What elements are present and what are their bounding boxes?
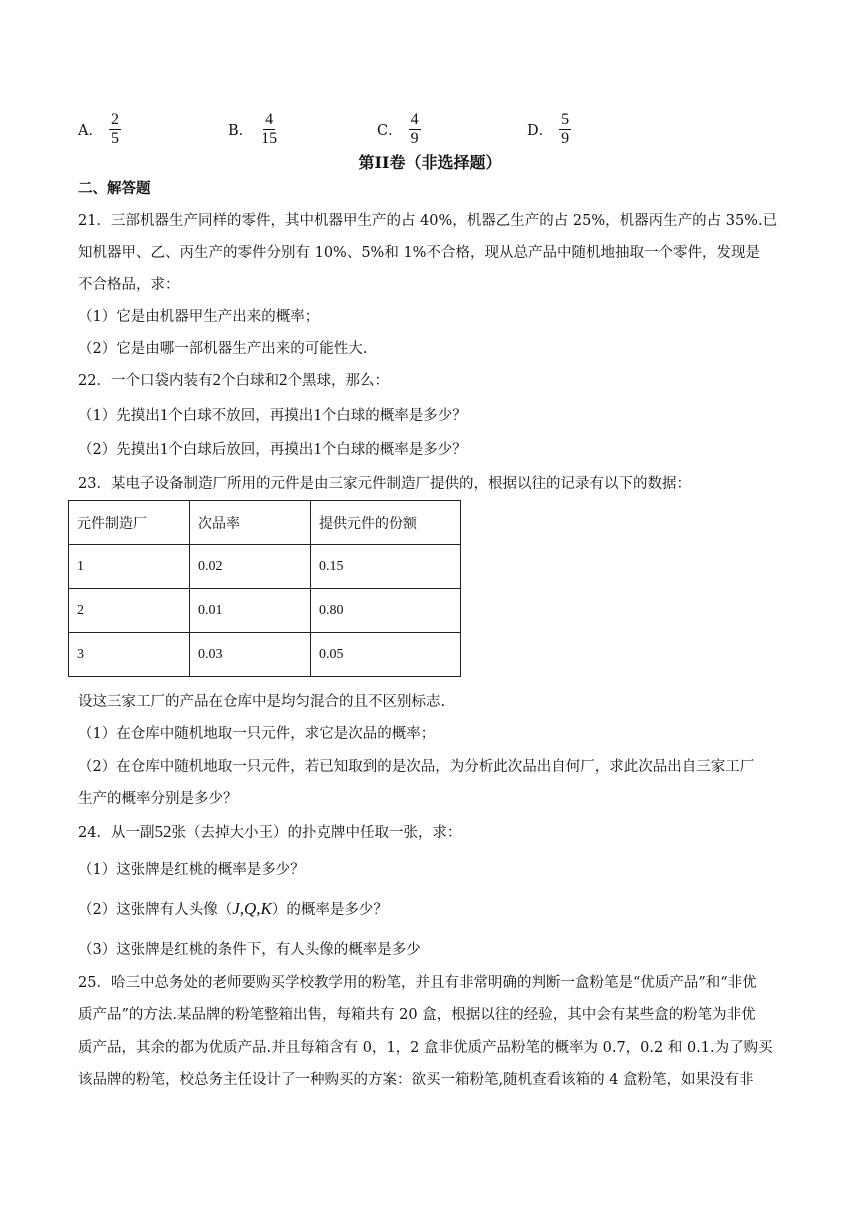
option-c	[377, 106, 421, 152]
q24-sub-2	[78, 898, 388, 919]
q22-sub1-n2: 1	[313, 405, 322, 424]
q22-sub1-a: （1）先摸出	[78, 408, 160, 424]
q24-prefix: 24．从一副	[78, 825, 155, 841]
q21-line-3: 不合格品，求：	[78, 277, 180, 293]
numerator: 5	[561, 110, 570, 128]
q22-sub2-n1: 1	[159, 439, 169, 458]
q22-num-2: 2	[278, 370, 288, 389]
option-label: D．	[527, 122, 554, 139]
option-label: C．	[377, 122, 403, 139]
q22-sub2-n2: 1	[313, 439, 322, 458]
table-cell: 0.02	[190, 545, 311, 589]
fraction	[259, 111, 279, 148]
q21-line-2: 知机器甲、乙、丙生产的零件分别有 10%、5%和 1%不合格，现从总产品中随机地抽取一个零件，发现是	[78, 245, 760, 261]
q23-sub-1: （1）在仓库中随机地取一只元件，求它是次品的概率；	[78, 726, 436, 742]
table-cell: 3	[69, 633, 190, 677]
section-title: 第II卷（非选择题）	[358, 153, 502, 172]
q22-num-1: 2	[212, 370, 221, 389]
q23-sub-2-line-2: 生产的概率分别是多少？	[78, 791, 238, 807]
q24-suffix: 张（去掉大小王）的扑克牌中任取一张，求：	[171, 825, 462, 841]
q21-sub-1: （1）它是由机器甲生产出来的概率；	[78, 309, 320, 325]
q23-table	[68, 500, 461, 677]
table-cell: 0.80	[311, 589, 461, 633]
q22-sub-1	[78, 404, 467, 425]
q25-line-2: 质产品”的方法.某品牌的粉笔整箱出售，每箱共有 20 盒，根据以往的经验，其中会有某些盒的粉笔为非优	[78, 1007, 756, 1023]
q22-sub2-c: 个白球的概率是多少？	[321, 442, 467, 458]
q25-line-1: 25．哈三中总务处的老师要购买学校教学用的粉笔，并且有非常明确的判断一盒粉笔是“优质产品”和“非优	[78, 975, 757, 991]
table-header-cell: 提供元件的份额	[311, 501, 461, 545]
section-heading: 二、解答题	[78, 180, 151, 197]
denominator: 5	[110, 129, 119, 147]
fraction	[559, 111, 571, 148]
q22-sub1-b: 个白球不放回，再摸出	[168, 408, 314, 424]
table-cell: 0.05	[311, 633, 461, 677]
option-label: B．	[228, 122, 254, 139]
q21-sub-2: （2）它是由哪一部机器生产出来的可能性大.	[78, 341, 368, 357]
q24-line	[78, 821, 461, 842]
q24-num: 52	[154, 822, 172, 841]
q22-mid: 个白球和	[220, 373, 279, 389]
option-label: A．	[78, 122, 103, 139]
table-header-row	[69, 501, 461, 545]
table-cell: 1	[69, 545, 190, 589]
numerator: 4	[410, 110, 419, 128]
table-cell: 0.03	[190, 633, 311, 677]
table-row	[69, 633, 461, 677]
q22-prefix: 22．一个口袋内装有	[78, 373, 213, 389]
q24-sub-3: （3）这张牌是红桃的条件下，有人头像的概率是多少	[78, 942, 421, 958]
q22-sub-2	[78, 438, 467, 459]
numerator: 4	[265, 110, 274, 128]
q24-sub-1: （1）这张牌是红桃的概率是多少？	[78, 862, 305, 878]
denominator: 15	[261, 129, 278, 147]
denominator: 9	[561, 129, 570, 147]
q24-sub2-a: （2）这张牌有人头像（	[78, 902, 233, 918]
option-b	[228, 106, 279, 152]
table-header-cell: 元件制造厂	[69, 501, 190, 545]
q23-sub-2-line-1: （2）在仓库中随机地取一只元件，若已知取到的是次品，为分析此次品出自何厂，求此次品出自三家工厂	[78, 759, 755, 775]
denominator: 9	[410, 129, 419, 147]
q25-line-3: 质产品，其余的都为优质产品.并且每箱含有 0，1，2 盒非优质产品粉笔的概率为 0.7，0.2 和 0.1.为了购买	[78, 1040, 773, 1056]
table-cell: 0.15	[311, 545, 461, 589]
option-a	[78, 106, 121, 152]
fraction	[409, 111, 421, 148]
q24-sub2-math: J,Q,K	[232, 899, 272, 918]
q23-intro: 23．某电子设备制造厂所用的元件是由三家元件制造厂提供的，根据以往的记录有以下的数据：	[78, 476, 691, 492]
q23-note: 设这三家工厂的产品在仓库中是均匀混合的且不区别标志.	[78, 694, 446, 710]
q21-line-1: 21．三部机器生产同样的零件，其中机器甲生产的占 40%，机器乙生产的占 25%，机器丙生产的占 35%.已	[78, 213, 778, 229]
table-header-cell: 次品率	[190, 501, 311, 545]
fraction	[109, 111, 121, 148]
q24-sub2-b: ）的概率是多少？	[271, 902, 388, 918]
q22-line	[78, 369, 389, 390]
numerator: 2	[110, 110, 119, 128]
q22-sub1-n1: 1	[159, 405, 169, 424]
q22-sub2-a: （2）先摸出	[78, 442, 160, 458]
q25-line-4: 该品牌的粉笔，校总务主任设计了一种购买的方案：欲买一箱粉笔,随机查看该箱的 4 盒粉笔，如果没有非	[78, 1072, 754, 1088]
table-row	[69, 545, 461, 589]
table-cell: 2	[69, 589, 190, 633]
option-d	[527, 106, 571, 152]
table-row	[69, 589, 461, 633]
q22-suffix: 个黑球，那么：	[287, 373, 389, 389]
q22-sub1-c: 个白球的概率是多少？	[321, 408, 467, 424]
table-cell: 0.01	[190, 589, 311, 633]
q22-sub2-b: 个白球后放回，再摸出	[168, 442, 314, 458]
